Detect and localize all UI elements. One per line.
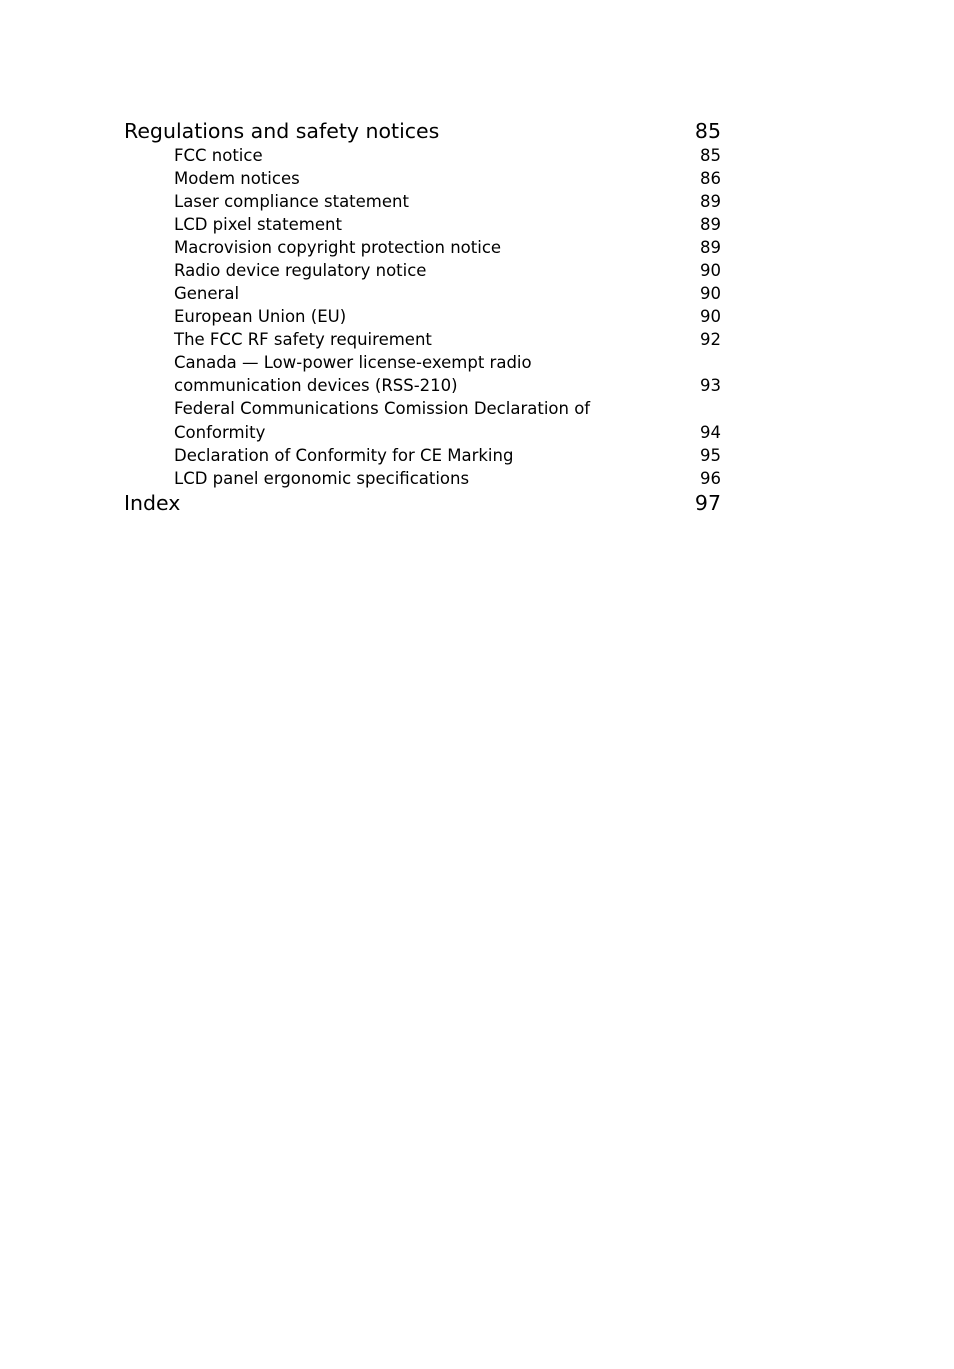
toc-entry-fcc-notice[interactable]	[124, 144, 721, 167]
toc-entry-lcd-pixel[interactable]	[124, 213, 721, 236]
toc-entry-title: Canada — Low-power license-exempt radio communication devices (RSS-210)	[174, 353, 532, 395]
toc-page-number: 86	[700, 169, 721, 188]
toc-page-number: 85	[700, 146, 721, 165]
toc-page-number: 92	[700, 330, 721, 349]
toc-entry-lcd-ergonomic[interactable]	[124, 467, 721, 490]
toc-entry-title: Laser compliance statement	[174, 192, 409, 211]
toc-entry-title: Declaration of Conformity for CE Marking	[174, 446, 514, 465]
toc-entry-fcc-declaration[interactable]	[124, 397, 721, 444]
toc-entry-title: FCC notice	[174, 146, 263, 165]
table-of-contents	[124, 117, 721, 516]
toc-entry-title: Macrovision copyright protection notice	[174, 238, 502, 257]
toc-chapter-title: Regulations and safety notices	[124, 119, 440, 143]
toc-entry-radio-device[interactable]	[124, 259, 721, 282]
toc-page-number: 93	[700, 376, 721, 395]
toc-page-number: 89	[700, 192, 721, 211]
toc-entry-modem-notices[interactable]	[124, 167, 721, 190]
toc-page-number: 90	[700, 284, 721, 303]
toc-page-number: 94	[700, 423, 721, 442]
toc-chapter-regulations[interactable]	[124, 117, 721, 145]
toc-page-number: 85	[694, 119, 721, 143]
toc-page-number: 97	[694, 491, 721, 515]
toc-entry-canada-rss210[interactable]	[124, 351, 721, 397]
toc-entry-laser-compliance[interactable]	[124, 190, 721, 213]
toc-page-number: 89	[700, 215, 721, 234]
toc-chapter-title: Index	[124, 491, 181, 515]
toc-entry-macrovision[interactable]	[124, 236, 721, 259]
toc-entry-european-union[interactable]	[124, 305, 721, 328]
toc-page-number: 90	[700, 307, 721, 326]
toc-chapter-index[interactable]	[124, 490, 721, 516]
toc-entry-ce-marking[interactable]	[124, 444, 721, 467]
toc-entry-title: LCD panel ergonomic specifications	[174, 469, 470, 488]
toc-entry-general[interactable]	[124, 282, 721, 305]
toc-entry-title: European Union (EU)	[174, 307, 347, 326]
toc-entry-title: Radio device regulatory notice	[174, 261, 427, 280]
toc-page-number: 89	[700, 238, 721, 257]
toc-entry-title: Federal Communications Comission Declaration of Conformity	[174, 399, 591, 442]
toc-entry-title: The FCC RF safety requirement	[174, 330, 432, 349]
toc-page-number: 95	[700, 446, 721, 465]
toc-entry-title: LCD pixel statement	[174, 215, 342, 234]
toc-entry-fcc-rf-safety[interactable]	[124, 328, 721, 351]
toc-entry-title: Modem notices	[174, 169, 300, 188]
toc-entry-title: General	[174, 284, 240, 303]
toc-page-number: 96	[700, 469, 721, 488]
toc-page-number: 90	[700, 261, 721, 280]
